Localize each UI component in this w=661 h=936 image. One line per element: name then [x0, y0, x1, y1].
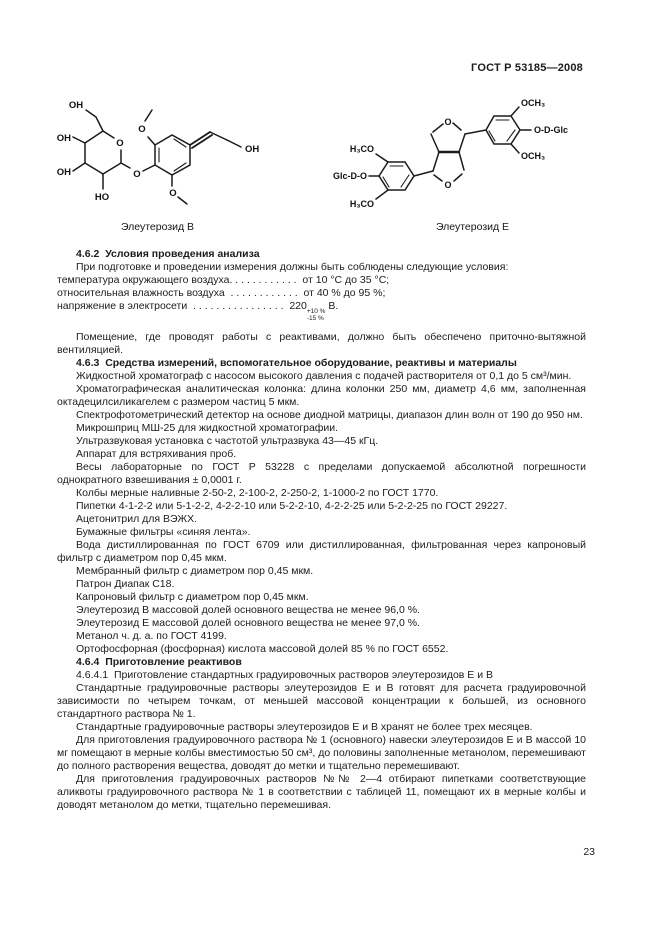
- section-4-6-4-1-subtitle: 4.6.4.1 Приготовление стандартных градуировочных растворов элеутерозидов Е и В: [76, 668, 493, 681]
- equipment-item: Элеутерозид Е массовой долей основного вещества не менее 97,0 %.: [76, 616, 420, 629]
- group-label-glc-d-o: Glc-D-O: [332, 171, 367, 181]
- equipment-item: Весы лабораторные по ГОСТ Р 53228 с пределами допускаемой абсолютной погрешности однократного взвешивания ± 0,0001 г.: [57, 460, 586, 486]
- equipment-item: Ультразвуковая установка с частотой ультразвука 43—45 кГц.: [76, 434, 379, 447]
- equipment-item: Капроновый фильтр с диаметром пор 0,45 мкм.: [76, 590, 309, 603]
- equipment-item: Бумажные фильтры «синяя лента».: [76, 525, 251, 538]
- paragraph-ventilation: Помещение, где проводят работы с реактивами, должно быть обеспечено приточно-вытяжной вентиляцией.: [57, 330, 586, 356]
- atom-label-oh: OH: [56, 167, 71, 178]
- section-4-6-2-title: 4.6.2 Условия проведения анализа: [76, 248, 260, 260]
- figure-eleutheroside-e: [323, 88, 623, 228]
- equipment-item: Ортофосфорная (фосфорная) кислота массовой долей 85 % по ГОСТ 6552.: [76, 642, 449, 655]
- voltage-tolerance-plus: +10 %: [306, 308, 326, 315]
- body-text: [57, 248, 586, 812]
- atom-label-oh: OH: [68, 100, 84, 111]
- atom-label-furan-o: O: [444, 180, 452, 190]
- voltage-unit: В.: [325, 300, 339, 312]
- figure-eleutheroside-b: [45, 90, 315, 225]
- atom-label-furan-o: O: [444, 117, 452, 127]
- atom-label-ho: HO: [94, 192, 110, 203]
- voltage-tolerance-minus: -15 %: [306, 314, 324, 322]
- group-label-o-d-glc: O-D-Glc: [534, 125, 569, 135]
- equipment-item: Спектрофотометрический детектор на основе диодной матрицы, диапазон длин волн от 190 до 950 нм.: [76, 408, 583, 421]
- procedure-paragraph: Стандартные градуировочные растворы элеутерозидов Е и В готовят для расчета градуировочной зависимости по четырем точкам, от меньшей массовой концентрации к большей, из основного стандартного раствора № 1.: [57, 681, 586, 720]
- voltage-tolerance: [307, 309, 326, 323]
- equipment-item: Жидкостной хроматограф с насосом высокого давления с подачей растворителя от 0,1 до 5 см³/мин.: [76, 369, 572, 382]
- procedure-paragraph: Стандартные градуировочные растворы элеутерозидов Е и В хранят не более трех месяцев.: [76, 720, 533, 733]
- procedure-paragraph: Для приготовления градуировочного раствора № 1 (основного) навески элеутерозидов Е и В массой 10 мг помещают в мерные колбы вместимостью 50 см³, до половины заполненные метанолом, перемешивают до полного растворения вещества, доводят до метки и тщательно перемешивают.: [57, 733, 586, 772]
- group-label-h3co: H₃CO: [349, 144, 374, 154]
- atom-label-oh: OH: [245, 144, 260, 155]
- eleutheroside-e-structure-drawing: [323, 88, 623, 223]
- section-4-6-4-title: 4.6.4 Приготовление реактивов: [76, 655, 242, 668]
- equipment-item: Вода дистиллированная по ГОСТ 6709 или дистиллированная, фильтрованная через капроновый фильтр с диаметром пор 0,45 мкм.: [57, 538, 586, 564]
- voltage-label: напряжение в электросети . . . . . . . . . . . . . . . . 220: [57, 300, 307, 312]
- equipment-item: Метанол ч. д. а. по ГОСТ 4199.: [76, 629, 227, 642]
- section-4-6-3-title: 4.6.3 Средства измерений, вспомогательное оборудование, реактивы и материалы: [76, 356, 517, 369]
- eleutheroside-b-structure-drawing: [45, 90, 315, 220]
- condition-row-temperature: температура окружающего воздуха. . . . . . . . . . . . от 10 °С до 35 °С;: [57, 274, 390, 286]
- equipment-item: Мембранный фильтр с диаметром пор 0,45 мкм.: [76, 564, 314, 577]
- atom-label-oh: OH: [56, 133, 71, 144]
- page-number: 23: [583, 846, 595, 858]
- caption-eleutheroside-e: Элеутерозид Е: [435, 221, 510, 233]
- equipment-item: Ацетонитрил для ВЭЖХ.: [76, 512, 198, 525]
- atom-label-ring-o: O: [116, 138, 124, 149]
- standard-number-header: ГОСТ Р 53185—2008: [471, 62, 583, 74]
- equipment-item: Патрон Диапак С18.: [76, 577, 175, 590]
- atom-label-glycosidic-o: O: [133, 169, 141, 180]
- equipment-item: Колбы мерные наливные 2-50-2, 2-100-2, 2-250-2, 1-1000-2 по ГОСТ 1770.: [76, 486, 439, 499]
- atom-label-methoxy-o: O: [169, 188, 177, 199]
- group-label-och3: OCH₃: [521, 151, 546, 161]
- equipment-item: Хроматографическая аналитическая колонка: длина колонки 250 мм, диаметр 4,6 мм, заполненная октадецилсиликагелем с размером частиц 5 мкм.: [57, 382, 586, 408]
- condition-row-humidity: относительная влажность воздуха . . . . . . . . . . . . от 40 % до 95 %;: [57, 287, 386, 299]
- atom-label-methoxy-o: O: [138, 124, 146, 135]
- equipment-item: Аппарат для встряхивания проб.: [76, 447, 237, 460]
- equipment-item: Микрошприц МШ-25 для жидкостной хроматографии.: [76, 421, 339, 434]
- group-label-h3co: H₃CO: [349, 199, 374, 209]
- procedure-paragraph: Для приготовления градуировочных растворов №№ 2—4 отбирают пипетками соответствующие аликвоты градуировочного раствора № 1 в соответствии с таблицей 11, помещают их в мерные колбы и доводят метанолом до метки, тщательно перемешивая.: [57, 772, 586, 811]
- equipment-item: Пипетки 4-1-2-2 или 5-1-2-2, 4-2-2-10 или 5-2-2-10, 4-2-2-25 или 5-2-2-25 по ГОСТ 29227.: [76, 499, 508, 512]
- caption-eleutheroside-b: Элеутерозид В: [120, 221, 195, 233]
- condition-row-voltage: [57, 300, 586, 323]
- section-4-6-2-intro: При подготовке и проведении измерения должны быть соблюдены следующие условия:: [76, 261, 509, 273]
- group-label-och3: OCH₃: [521, 98, 546, 108]
- equipment-item: Элеутерозид В массовой долей основного вещества не менее 96,0 %.: [76, 603, 420, 616]
